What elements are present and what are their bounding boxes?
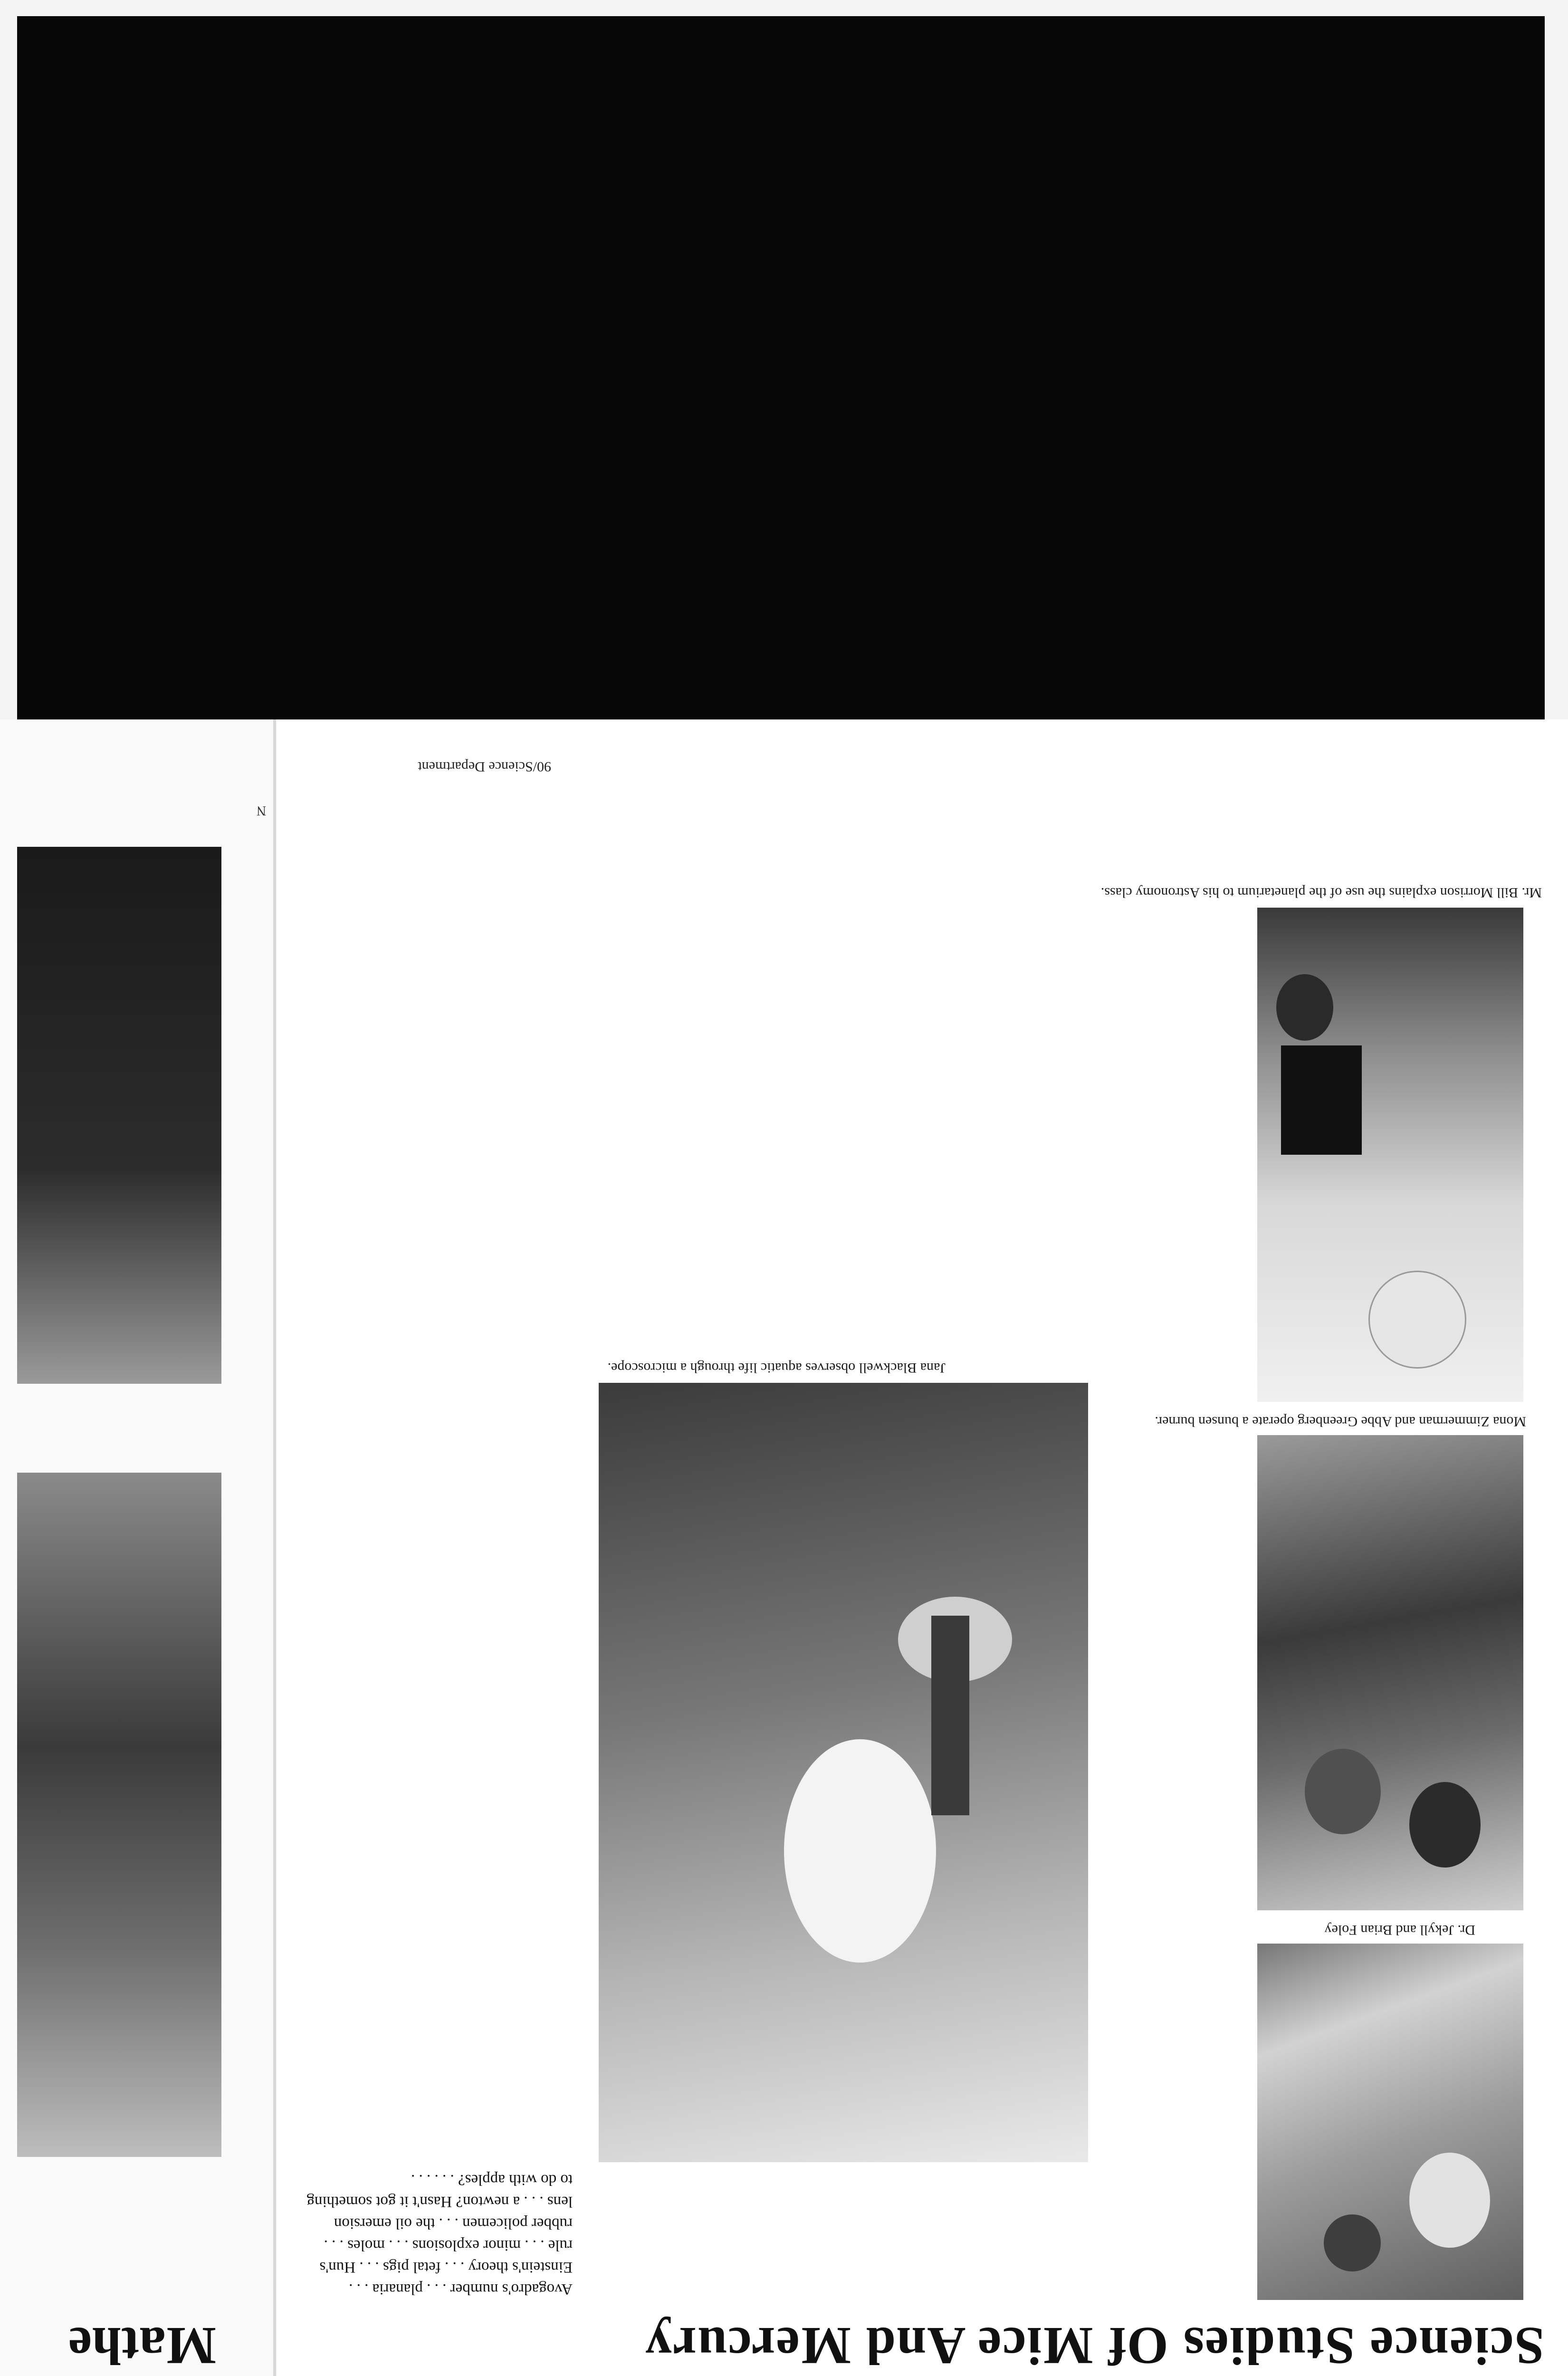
intro-text: Avogadro's number . . . planaria . . . Einstein's theory . . . fetal pigs . . . Hun's rule . . . minor explosions . . . moles . . . rubber policemen . . . the oil emersion lens . . . a newton? Hasn't it got something to do with apples? . . . . . .	[306, 2171, 573, 2298]
photo-jekyll	[1257, 1944, 1523, 2300]
caption-planetarium: Mr. Bill Morrison explains the use of the planetarium to his Astronomy class.	[1100, 885, 1542, 901]
left-photo-calculator	[17, 1473, 221, 2157]
left-photo-teacher	[17, 847, 221, 1384]
photo-bunsen	[1257, 1435, 1523, 1910]
page-title: Science Studies Of Mice And Mercury	[644, 2316, 1544, 2375]
dark-background-band	[17, 16, 1545, 719]
caption-microscope: Jana Blackwell observes aquatic life through a microscope.	[607, 1360, 946, 1376]
science-page-content	[276, 719, 1568, 2376]
left-page	[0, 719, 276, 2376]
photo-microscope	[599, 1383, 1088, 2162]
left-page-title: Mathe	[68, 2316, 216, 2375]
left-page-edge-letter: N	[256, 803, 266, 818]
caption-bunsen: Mona Zimmerman and Abbe Greenberg operate a bunsen burner.	[1155, 1414, 1526, 1429]
caption-jekyll: Dr. Jekyll and Brian Foley	[1324, 1922, 1475, 1938]
science-page	[276, 719, 1568, 2376]
page-folio: 90/Science Department	[418, 759, 551, 775]
photo-planetarium	[1257, 908, 1523, 1402]
